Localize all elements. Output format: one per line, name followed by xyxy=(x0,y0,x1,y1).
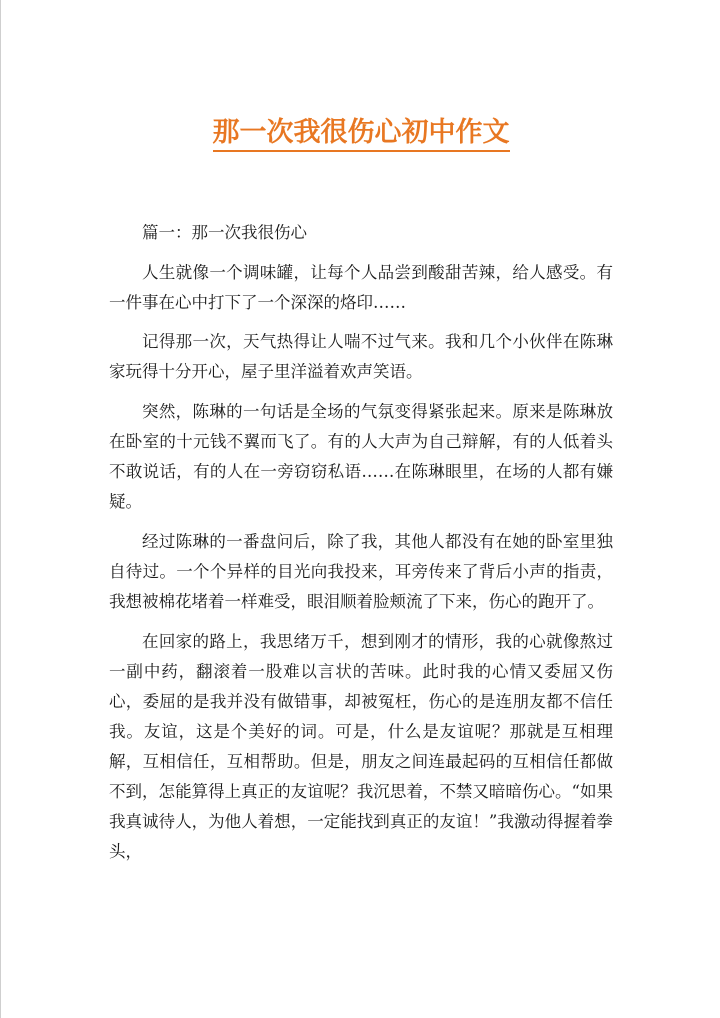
paragraph: 记得那一次，天气热得让人喘不过气来。我和几个小伙伴在陈琳家玩得十分开心，屋子里洋溢着欢声笑语。 xyxy=(109,332,613,382)
paragraph: 经过陈琳的一番盘问后，除了我，其他人都没有在她的卧室里独自待过。一个个异样的目光向我投来，耳旁传来了背后小声的指责，我想被棉花堵着一样难受，眼泪顺着脸颊流了下来，伤心的跑开了。 xyxy=(109,531,613,612)
paragraph: 在回家的路上，我思绪万千，想到刚才的情形，我的心就像熬过一副中药，翻滚着一股难以言状的苦味。此时我的心情又委屈又伤心，委屈的是我并没有做错事，却被冤枉，伤心的是连朋友都不信任我。友谊，这是个美好的词。可是，什么是友谊呢？那就是互相理解，互相信任，互相帮助。但是，朋友之间连最起码的互相信任都做不到，怎能算得上真正的友谊呢？我沉思着，不禁又暗暗伤心。“如果我真诚待人，为他人着想，一定能找到真正的友谊！”我激动得握着拳头， xyxy=(109,631,613,862)
paragraph: 突然，陈琳的一句话是全场的气氛变得紧张起来。原来是陈琳放在卧室的十元钱不翼而飞了。有的人大声为自己辩解，有的人低着头不敢说话，有的人在一旁窃窃私语……在陈琳眼里，在场的人都有嫌疑。 xyxy=(109,401,613,512)
paragraph: 人生就像一个调味罐，让每个人品尝到酸甜苦辣，给人感受。有一件事在心中打下了一个深深的烙印…… xyxy=(109,262,613,312)
document-body xyxy=(109,218,613,877)
document-title xyxy=(1,116,720,150)
document-title-text: 那一次我很伤心初中作文 xyxy=(213,117,510,152)
section-heading: 篇一：那一次我很伤心 xyxy=(142,223,307,242)
